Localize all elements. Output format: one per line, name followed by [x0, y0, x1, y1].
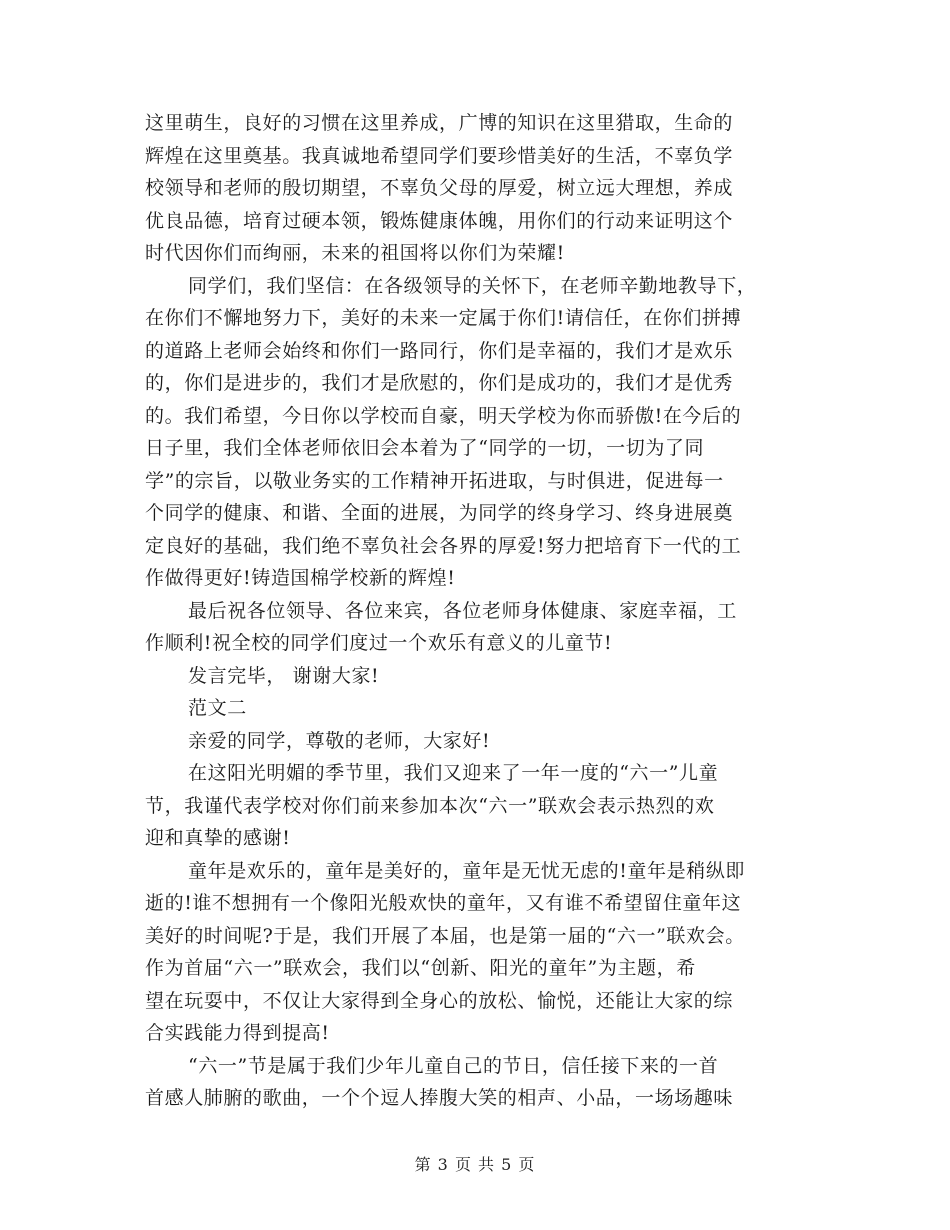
text-line: 最后祝各位领导、各位来宾，各位老师身体健康、家庭幸福，工	[188, 599, 737, 622]
text-line: 的，你们是进步的，我们才是欣慰的，你们是成功的，我们才是优秀	[145, 372, 734, 394]
page-footer: 第 3 页 共 5 页	[414, 1155, 536, 1174]
text-line: 学”的宗旨，以敬业务实的工作精神开拓进取，与时俱进，促进每一	[145, 469, 724, 492]
text-line: 个同学的健康、和谐、全面的进展，为同学的终身学习、终身进展奠	[145, 502, 734, 524]
text-line: 这里萌生，良好的习惯在这里养成，广博的知识在这里猎取，生命的	[145, 112, 734, 134]
text-line: 节，我谨代表学校对你们前来参加本次“六一”联欢会表示热烈的欢	[145, 794, 715, 817]
text-line: 合实践能力得到提高!	[145, 1022, 330, 1044]
text-line: 美好的时间呢?于是，我们开展了本届，也是第一届的“六一”联欢会。	[145, 924, 745, 947]
text-line: 作为首届“六一”联欢会，我们以“创新、阳光的童年”为主题，希	[145, 957, 696, 979]
text-line: 定良好的基础，我们绝不辜负社会各界的厚爱!努力把培育下一代的工	[145, 534, 742, 557]
text-line: 在这阳光明媚的季节里，我们又迎来了一年一度的“六一”儿童	[188, 762, 719, 784]
document-body	[145, 107, 825, 1115]
text-line: 同学们，我们坚信：在各级领导的关怀下，在老师辛勤地教导下，	[188, 274, 757, 297]
text-line: 首感人肺腑的歌曲，一个个逗人捧腹大笑的相声、小品，一场场趣味	[145, 1087, 734, 1109]
text-line: 优良品德，培育过硬本领，锻炼健康体魄，用你们的行动来证明这个	[145, 209, 734, 232]
text-line: 时代因你们而绚丽，未来的祖国将以你们为荣耀!	[145, 242, 565, 264]
text-line: 逝的!谁不想拥有一个像阳光般欢快的童年，又有谁不希望留住童年这	[145, 892, 742, 914]
text-line: 迎和真挚的感谢!	[145, 827, 291, 849]
text-line: 作顺利!祝全校的同学们度过一个欢乐有意义的儿童节!	[145, 632, 613, 654]
text-line: 的道路上老师会始终和你们一路同行，你们是幸福的，我们才是欢乐	[145, 339, 734, 362]
text-line: 童年是欢乐的，童年是美好的，童年是无忧无虑的!童年是稍纵即	[188, 859, 746, 882]
text-line: 发言完毕， 谢谢大家!	[188, 664, 380, 687]
text-line: 望在玩耍中，不仅让大家得到全身心的放松、愉悦，还能让大家的综	[145, 989, 734, 1012]
text-line: “六一”节是属于我们少年儿童自己的节日，信任接下来的一首	[188, 1054, 719, 1077]
text-line: 的。我们希望，今日你以学校而自豪，明天学校为你而骄傲!在今后的	[145, 404, 742, 427]
text-line: 辉煌在这里奠基。我真诚地希望同学们要珍惜美好的生活，不辜负学	[145, 144, 734, 167]
text-line: 范文二	[188, 697, 247, 719]
text-line: 在你们不懈地努力下，美好的未来一定属于你们!请信任，在你们拼搏	[145, 307, 742, 329]
text-line: 校领导和老师的殷切期望，不辜负父母的厚爱，树立远大理想，养成	[145, 177, 734, 199]
text-line: 亲爱的同学，尊敬的老师，大家好!	[188, 729, 491, 752]
text-line: 日子里，我们全体老师依旧会本着为了“同学的一切，一切为了同	[145, 437, 705, 459]
text-line: 作做得更好!铸造国棉学校新的辉煌!	[145, 567, 456, 589]
